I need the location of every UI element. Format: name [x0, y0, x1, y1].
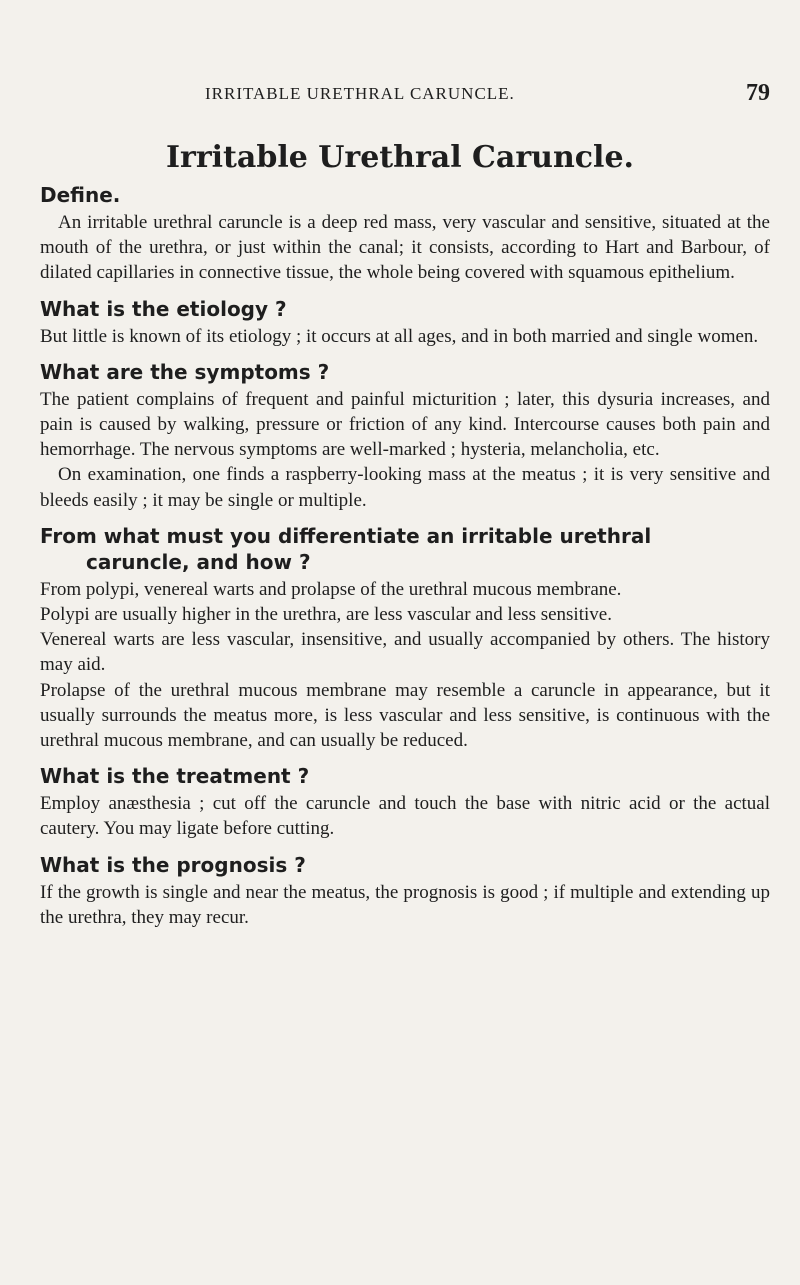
answer-paragraph: Venereal warts are less vascular, insensitive, and usually accompanied by others. The history may aid. — [40, 629, 770, 676]
question-heading: Define. — [40, 183, 121, 207]
running-head — [40, 80, 770, 110]
question-heading: What is the prognosis ? — [40, 852, 306, 877]
question-heading: What is the treatment ? — [40, 764, 310, 789]
question-heading: What are the symptoms ? — [40, 359, 330, 384]
answer-paragraph: From polypi, venereal warts and prolapse of the urethral mucous membrane. — [40, 578, 622, 600]
answer-paragraph: Employ anæsthesia ; cut off the caruncle and touch the base with nitric acid or the actual cautery. You may ligate before cutting. — [40, 793, 770, 840]
question-heading: What is the etiology ? — [40, 296, 287, 321]
chapter-title: Irritable Urethral Caruncle. — [166, 140, 634, 175]
page-number: 79 — [746, 80, 770, 106]
answer-paragraph: Prolapse of the urethral mucous membrane may resemble a caruncle in appearance, but it usually surrounds the meatus more, is less vascular and less sensitive, is continuous with the urethral mucous membrane, and can usually be reduced. — [40, 679, 770, 752]
answer-paragraph: On examination, one finds a raspberry-looking mass at the meatus ; it is very sensitive and bleeds easily ; it may be single or multiple. — [40, 464, 770, 511]
answer-paragraph: Polypi are usually higher in the urethra, are less vascular and less sensitive. — [40, 604, 612, 626]
answer-paragraph: But little is known of its etiology ; it occurs at all ages, and in both married and single women. — [40, 325, 759, 347]
running-head-title: IRRITABLE URETHRAL CARUNCLE. — [205, 84, 515, 103]
question-line: caruncle, and how ? — [86, 549, 311, 574]
answer-paragraph: The patient complains of frequent and painful micturition ; later, this dysuria increases, and pain is caused by walking, pressure or friction of any kind. Intercourse causes both pain and hemorrhage. The nervous symptoms are well-marked ; hysteria, melancholia, etc. — [40, 388, 770, 461]
answer-paragraph: An irritable urethral caruncle is a deep red mass, very vascular and sensitive, situated at the mouth of the urethra, or just within the canal; it consists, according to Hart and Barbour, of dilated capillaries in connective tissue, the whole being covered with squamous epithelium. — [40, 212, 770, 284]
question-line: From what must you differentiate an irritable urethral — [40, 523, 652, 548]
question-heading — [40, 523, 770, 575]
answer-paragraph: If the growth is single and near the meatus, the prognosis is good ; if multiple and extending up the urethra, they may recur. — [40, 881, 770, 928]
page-body — [40, 182, 770, 930]
